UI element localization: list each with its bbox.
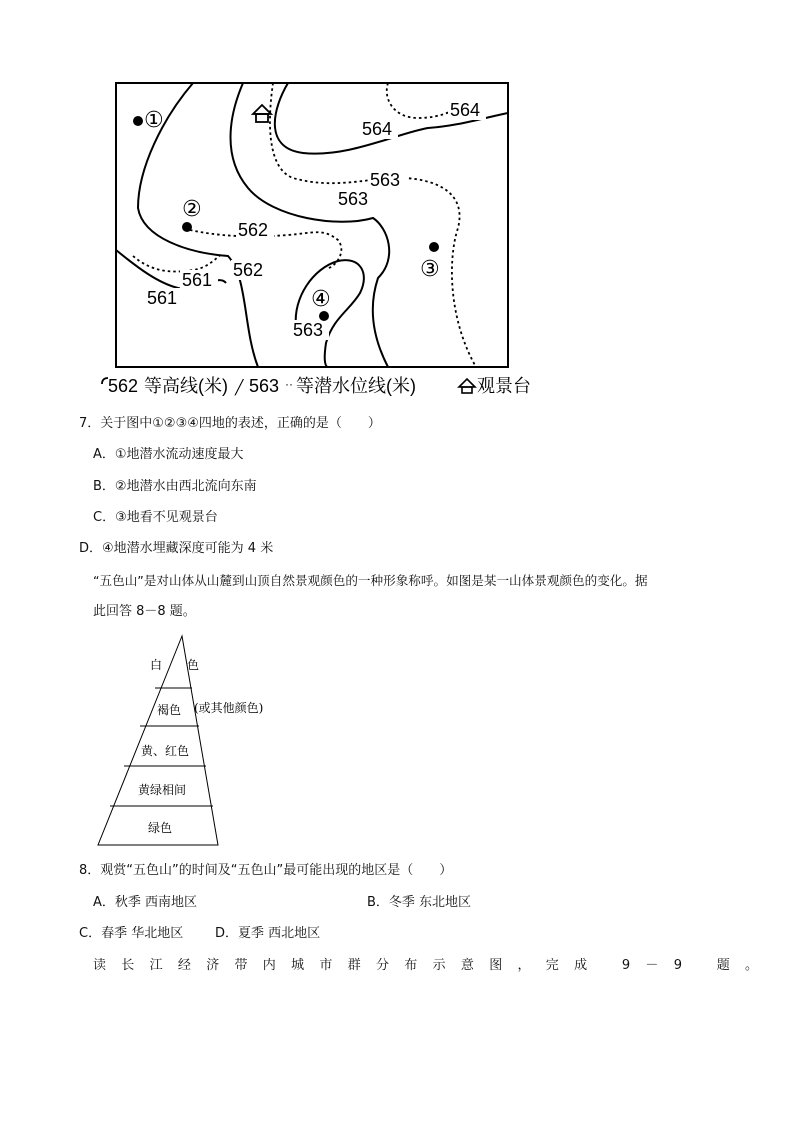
q7-stem: 7．关于图中①②③④四地的表述，正确的是（ ） xyxy=(79,416,381,431)
legend-water-sample-line: ╱ xyxy=(235,379,244,395)
water-table-line-561 xyxy=(133,253,223,272)
q8-stem: 8．观赏“五色山”的时间及“五色山”最可能出现的地区是（ ） xyxy=(79,863,453,878)
q8-option-b: B．冬季 东北地区 xyxy=(367,895,472,910)
band-brown-note: (或其他颜色) xyxy=(194,701,264,715)
q8-option-d: D．夏季 西北地区 xyxy=(215,926,321,941)
q8-option-c: C．春季 华北地区 xyxy=(79,926,184,941)
viewpoint-icon xyxy=(253,105,271,122)
band-yellow-red: 黄、红色 xyxy=(141,744,190,758)
legend xyxy=(102,376,531,396)
point-2-label: ② xyxy=(182,197,202,222)
label-561: 561 xyxy=(147,288,178,308)
label-564-top: 564 xyxy=(450,100,481,120)
legend-water-value: 563 xyxy=(249,376,280,396)
label-563-dotted: 563 xyxy=(370,170,401,190)
point-4-dot xyxy=(319,311,329,321)
label-564: 564 xyxy=(362,119,393,139)
q7-option-c: C．③地看不见观景台 xyxy=(93,510,218,525)
contour-line-563-loop xyxy=(296,260,364,367)
point-4-label: ④ xyxy=(311,287,331,312)
intro-line-2: 此回答 8－8 题。 xyxy=(93,604,196,619)
legend-contour-text: 等高线(米) xyxy=(144,376,228,396)
label-563: 563 xyxy=(338,189,369,209)
q7-option-b: B．②地潜水由西北流向东南 xyxy=(93,479,257,494)
legend-water-dots: ·· xyxy=(285,377,293,391)
legend-water-text: 等潜水位线(米) xyxy=(296,376,416,396)
label-562: 562 xyxy=(233,260,264,280)
point-3-dot xyxy=(429,242,439,252)
band-brown: 褐色 xyxy=(157,703,182,717)
band-yellow-green: 黄绿相间 xyxy=(138,783,187,797)
legend-viewpoint-text: 观景台 xyxy=(477,376,531,396)
band-white-right: 色 xyxy=(187,658,200,672)
q8-option-a: A．秋季 西南地区 xyxy=(93,895,198,910)
label-561-dotted: 561 xyxy=(182,270,213,290)
point-1-label: ① xyxy=(144,108,164,133)
contour-map xyxy=(98,78,568,408)
q7-option-d: D．④地潜水埋藏深度可能为 4 米 xyxy=(79,541,274,556)
band-green: 绿色 xyxy=(148,821,173,835)
q7-option-a: A．①地潜水流动速度最大 xyxy=(93,447,244,462)
band-white-left: 白 xyxy=(150,658,163,672)
intro-line-1: “五色山”是对山体从山麓到山顶自然景观颜色的一种形象称呼。如图是某一山体景观颜色的变化。据 xyxy=(93,573,648,588)
legend-viewpoint-icon xyxy=(459,379,475,393)
point-2-dot xyxy=(182,222,192,232)
label-562-dotted: 562 xyxy=(238,220,269,240)
legend-contour-value: 562 xyxy=(108,376,139,396)
q9-intro: 读长江经济带内城市群分布示意图，完成 9－9 题。 xyxy=(93,958,774,973)
label-563-loop: 563 xyxy=(293,320,324,340)
five-color-mountain-diagram xyxy=(96,634,296,849)
point-1-dot xyxy=(133,116,143,126)
point-3-label: ③ xyxy=(420,257,440,282)
